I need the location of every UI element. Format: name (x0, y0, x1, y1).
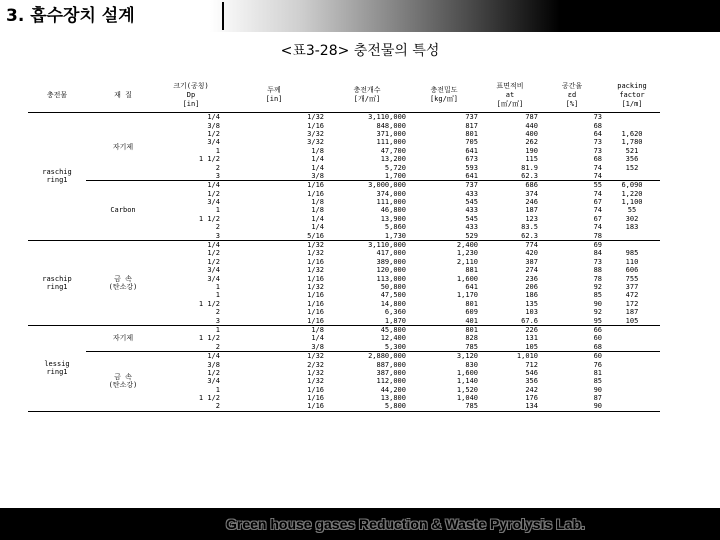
col-density-cell: 737 (465, 181, 478, 190)
col-void-fraction-cell: 73 (593, 113, 602, 122)
col-nominal-size-cell: 1/2 (207, 368, 220, 377)
col-void-fraction-cell: 67 (593, 198, 602, 207)
col-density-cell: 593 (465, 163, 478, 172)
col-packing-factor-cell (604, 334, 660, 342)
col-thickness-cell: 1/32 (307, 266, 324, 275)
col-specific-area-cell: 134 (480, 402, 540, 411)
col-nominal-size-cell: 1/4 (207, 181, 220, 190)
col-nominal-size-cell: 1 (215, 291, 220, 300)
col-specific-area-cell: 62.3 (480, 231, 540, 240)
col-packing-factor-cell: 302 (625, 214, 639, 223)
col-packing-factor-cell: 1,780 (621, 138, 643, 147)
col-packing-factor-cell: 6,090 (621, 181, 643, 190)
col-thickness-cell: 1/4 (311, 155, 324, 164)
col-count-cell: 46,800 (380, 206, 406, 215)
col-specific-area-cell: 190 (525, 146, 538, 155)
col-count-header: 충전개수 [개/㎥] (326, 78, 408, 113)
col-packing-factor-cell (604, 240, 660, 249)
col-nominal-size-cell: 1 (215, 146, 220, 155)
col-packing-factor-cell: 1,100 (621, 198, 643, 207)
col-density-cell: 1,170 (456, 291, 478, 300)
col-packing-factor-cell: 377 (625, 283, 639, 291)
col-specific-area-cell: 123 (525, 214, 538, 223)
col-thickness-cell: 1/8 (311, 325, 324, 334)
col-packing-factor-cell (604, 172, 660, 181)
col-nominal-size-cell: 1 (215, 283, 220, 291)
col-density-cell: 641 (408, 172, 480, 181)
col-void-fraction-cell: 74 (593, 206, 602, 215)
table-header (28, 78, 660, 113)
col-count-cell: 112,000 (376, 377, 406, 386)
col-count-cell: 6,360 (384, 308, 406, 317)
col-packing-factor-cell: 1,220 (621, 189, 643, 198)
col-count-cell: 5,860 (384, 223, 406, 232)
col-packing-factor-header: packing factor [1/m] (604, 78, 660, 113)
col-density-cell: 785 (408, 343, 480, 352)
col-thickness-cell: 1/4 (311, 334, 324, 343)
col-void-fraction-cell: 92 (593, 283, 602, 291)
col-specific-area-cell: 187 (525, 206, 538, 215)
col-nominal-size-cell: 1/2 (207, 257, 220, 266)
col-specific-area-cell: 712 (525, 360, 538, 369)
col-nominal-size-cell: 2 (215, 308, 220, 317)
col-packing-factor-cell: 606 (625, 266, 639, 275)
col-packing-factor-cell (604, 402, 660, 411)
col-density-cell: 801 (465, 299, 478, 308)
col-thickness-cell: 1/8 (311, 206, 324, 215)
col-packing-factor-cell (604, 377, 660, 385)
col-specific-area-cell: 774 (525, 241, 538, 250)
col-nominal-size-cell: 1/2 (207, 129, 220, 138)
col-count-cell: 111,000 (376, 198, 406, 207)
col-thickness-cell: 1/4 (311, 214, 324, 223)
col-thickness-cell: 1/8 (311, 146, 324, 155)
col-density-cell: 1,600 (456, 368, 478, 377)
col-nominal-size-cell: 3/4 (207, 198, 220, 207)
col-density-cell: 2,110 (456, 257, 478, 266)
col-specific-area-cell: 787 (525, 113, 538, 122)
footer-bar (0, 508, 720, 540)
col-nominal-size-cell: 2 (160, 402, 222, 411)
col-thickness-header: 두께 [in] (222, 78, 326, 113)
col-nominal-size-cell: 3/4 (207, 377, 220, 386)
col-packing-factor-cell: 55 (627, 206, 637, 215)
col-nominal-size-cell: 2 (215, 163, 220, 172)
col-specific-area-cell: 67.6 (480, 316, 540, 325)
material-name-cell: 자기제 (86, 325, 160, 351)
col-specific-area-cell: 176 (525, 394, 538, 403)
col-density-cell: 641 (465, 146, 478, 155)
col-density-header: 충전밀도 [kg/㎥] (408, 78, 480, 113)
col-specific-area-cell: 242 (525, 385, 538, 394)
col-count-cell: 3,110,000 (368, 241, 406, 250)
col-packing-factor-cell (604, 394, 660, 402)
col-void-fraction-cell: 92 (593, 308, 602, 317)
packing-properties-table (28, 78, 660, 412)
col-void-fraction-cell: 95 (540, 316, 604, 325)
col-void-fraction-cell: 68 (593, 121, 602, 130)
col-nominal-size-cell: 3 (160, 172, 222, 181)
col-material-header: 재 질 (86, 78, 160, 113)
col-count-cell: 887,000 (376, 360, 406, 369)
col-void-fraction-cell: 90 (593, 299, 602, 308)
col-thickness-cell: 1/32 (307, 377, 324, 386)
col-specific-area-cell: 1,010 (516, 352, 538, 361)
col-count-cell: 13,900 (380, 214, 406, 223)
col-count-cell: 113,000 (376, 274, 406, 283)
col-thickness-cell: 1/16 (307, 385, 324, 394)
col-specific-area-cell: 440 (525, 121, 538, 130)
col-nominal-size-cell: 1/2 (207, 189, 220, 198)
col-density-cell: 1,520 (456, 385, 478, 394)
col-void-fraction-cell: 85 (593, 377, 602, 386)
col-thickness-cell: 1/16 (307, 189, 324, 198)
packing-name-cell: raschig ring1 (28, 113, 86, 241)
col-nominal-size-cell: 1 1/2 (198, 334, 220, 343)
col-void-fraction-cell: 78 (540, 231, 604, 240)
col-packing-factor-cell (604, 113, 660, 122)
col-packing-factor-cell (604, 386, 660, 394)
col-density-cell: 1,140 (456, 377, 478, 386)
header-divider (222, 2, 224, 30)
col-count-cell: 417,000 (376, 249, 406, 258)
table-row (28, 325, 660, 334)
col-thickness-cell: 1/16 (307, 257, 324, 266)
table-body (28, 113, 660, 412)
col-void-fraction-cell: 90 (593, 385, 602, 394)
col-specific-area-cell: 226 (525, 325, 538, 334)
col-nominal-size-cell: 3/4 (207, 274, 220, 283)
col-density-cell: 609 (465, 308, 478, 317)
table-title: <표3-28> 충전물의 특성 (280, 43, 440, 59)
col-thickness-cell: 1/32 (307, 249, 324, 258)
col-packing-factor-cell: 356 (625, 155, 639, 164)
col-density-cell: 881 (465, 266, 478, 275)
col-specific-area-cell: 103 (525, 308, 538, 317)
col-specific-area-cell: 262 (525, 138, 538, 147)
col-thickness-cell: 1/32 (307, 352, 324, 361)
col-density-cell: 641 (465, 283, 478, 291)
col-packing-factor-cell (604, 369, 660, 377)
col-density-cell: 433 (465, 223, 478, 232)
col-density-cell: 828 (465, 334, 478, 343)
col-void-fraction-cell: 67 (593, 214, 602, 223)
col-count-cell: 1,870 (326, 316, 408, 325)
col-packing-factor-cell (604, 351, 660, 360)
col-nominal-size-cell: 1 1/2 (198, 299, 220, 308)
col-void-fraction-cell: 68 (593, 155, 602, 164)
col-specific-area-cell: 374 (525, 189, 538, 198)
footer-lab-name: Green house gases Reduction & Waste Pyrolysis Lab. (226, 516, 585, 532)
col-packing-factor-cell: 472 (625, 291, 639, 300)
col-void-fraction-cell: 78 (593, 274, 602, 283)
col-void-fraction-cell: 55 (593, 181, 602, 190)
col-density-cell: 830 (465, 360, 478, 369)
table-row (28, 240, 660, 249)
col-density-cell: 433 (465, 206, 478, 215)
col-thickness-cell: 1/8 (311, 198, 324, 207)
col-void-fraction-cell: 73 (593, 138, 602, 147)
col-count-cell: 12,400 (380, 334, 406, 343)
col-void-fraction-cell: 73 (593, 146, 602, 155)
col-thickness-cell: 1/32 (307, 368, 324, 377)
col-specific-area-cell: 135 (525, 299, 538, 308)
col-void-fraction-cell: 60 (593, 334, 602, 343)
col-nominal-size-cell: 3/4 (207, 266, 220, 275)
col-specific-area-cell: 686 (525, 181, 538, 190)
col-void-fraction-cell: 76 (593, 360, 602, 369)
col-count-cell: 45,800 (380, 325, 406, 334)
col-density-cell: 1,230 (456, 249, 478, 258)
col-specific-area-cell: 546 (525, 368, 538, 377)
col-count-cell: 5,720 (384, 163, 406, 172)
col-thickness-cell: 2/32 (307, 360, 324, 369)
col-void-fraction-cell: 73 (593, 257, 602, 266)
col-thickness-cell: 1/32 (307, 113, 324, 122)
col-specific-area-cell: 274 (525, 266, 538, 275)
col-packing-factor-cell (604, 231, 660, 240)
col-thickness-cell: 1/4 (311, 223, 324, 232)
col-specific-area-cell: 62.3 (480, 172, 540, 181)
col-packing-factor-cell: 152 (625, 163, 639, 172)
material-name-cell: 금 속 (탄소강) (86, 240, 160, 325)
col-packing-factor-cell: 1,620 (621, 129, 643, 138)
col-nominal-size-cell: 1/4 (207, 352, 220, 361)
col-thickness-cell: 1/16 (307, 308, 324, 317)
col-nominal-size-cell: 1 (215, 325, 220, 334)
col-void-fraction-cell: 87 (593, 394, 602, 403)
col-packing-factor-cell: 172 (625, 299, 639, 308)
col-packing-factor-cell (604, 360, 660, 368)
col-specific-area-cell: 83.5 (521, 223, 538, 232)
col-nominal-size-cell: 1 (215, 385, 220, 394)
col-void-fraction-cell: 88 (593, 266, 602, 275)
col-specific-area-cell: 131 (525, 334, 538, 343)
col-density-cell: 529 (408, 231, 480, 240)
col-void-fraction-cell: 74 (540, 172, 604, 181)
col-count-cell: 5,300 (326, 343, 408, 352)
col-density-cell: 545 (465, 214, 478, 223)
material-name-cell: 자기제 (86, 113, 160, 181)
packing-name-cell: lessig ring1 (28, 325, 86, 411)
col-specific-area-cell: 115 (525, 155, 538, 164)
col-count-cell: 44,200 (380, 385, 406, 394)
material-name-cell: 금 속 (탄소강) (86, 351, 160, 411)
col-specific-area-cell: 186 (525, 291, 538, 300)
col-specific-area-header: 표면적비 at [㎡/㎥] (480, 78, 540, 113)
col-density-cell: 801 (465, 325, 478, 334)
col-void-fraction-cell: 64 (593, 129, 602, 138)
col-thickness-cell: 1/16 (307, 121, 324, 130)
col-density-cell: 3,120 (456, 352, 478, 361)
col-void-fraction-cell: 81 (593, 368, 602, 377)
col-nominal-size-header: 크기(공칭) Dp [in] (160, 78, 222, 113)
col-count-cell: 120,000 (376, 266, 406, 275)
col-packing-header: 충전물 (28, 78, 86, 113)
col-specific-area-cell: 105 (480, 343, 540, 352)
col-nominal-size-cell: 1 (215, 206, 220, 215)
col-thickness-cell: 1/16 (222, 316, 326, 325)
col-nominal-size-cell: 3/4 (207, 138, 220, 147)
col-packing-factor-cell (604, 325, 660, 334)
col-density-cell: 1,040 (456, 394, 478, 403)
col-specific-area-cell: 236 (525, 274, 538, 283)
col-count-cell: 47,500 (380, 291, 406, 300)
col-count-cell: 5,800 (326, 402, 408, 411)
col-nominal-size-cell: 1 1/2 (198, 214, 220, 223)
col-count-cell: 374,000 (376, 189, 406, 198)
col-packing-factor-cell: 755 (625, 274, 639, 283)
col-density-cell: 785 (408, 402, 480, 411)
col-thickness-cell: 3/8 (222, 343, 326, 352)
col-nominal-size-cell: 2 (160, 343, 222, 352)
col-nominal-size-cell: 3 (160, 316, 222, 325)
col-nominal-size-cell: 2 (215, 223, 220, 232)
col-thickness-cell: 1/32 (307, 283, 324, 291)
col-thickness-cell: 3/32 (307, 129, 324, 138)
col-specific-area-cell: 387 (525, 257, 538, 266)
col-nominal-size-cell: 3 (160, 231, 222, 240)
col-void-fraction-cell: 66 (593, 325, 602, 334)
col-density-cell: 433 (465, 189, 478, 198)
col-thickness-cell: 1/4 (311, 163, 324, 172)
col-nominal-size-cell: 1/4 (207, 241, 220, 250)
col-density-cell: 737 (465, 113, 478, 122)
col-thickness-cell: 1/16 (307, 291, 324, 300)
col-nominal-size-cell: 1/4 (207, 113, 220, 122)
col-thickness-cell: 1/16 (307, 299, 324, 308)
col-density-cell: 401 (408, 316, 480, 325)
col-packing-factor-cell: 183 (625, 223, 639, 232)
col-thickness-cell: 1/16 (307, 394, 324, 403)
col-count-cell: 3,000,000 (368, 181, 406, 190)
col-count-cell: 3,110,000 (368, 113, 406, 122)
col-specific-area-cell: 246 (525, 198, 538, 207)
col-void-fraction-cell: 74 (593, 189, 602, 198)
col-void-fraction-cell: 68 (540, 343, 604, 352)
col-count-cell: 14,800 (380, 299, 406, 308)
col-void-fraction-cell: 74 (593, 163, 602, 172)
col-packing-factor-cell: 187 (625, 308, 639, 317)
col-count-cell: 387,000 (376, 368, 406, 377)
col-nominal-size-cell: 1/2 (207, 249, 220, 258)
col-void-fraction-cell: 84 (593, 249, 602, 258)
col-void-fraction-header: 공간율 εd [%] (540, 78, 604, 113)
col-count-cell: 13,200 (380, 155, 406, 164)
col-count-cell: 1,730 (326, 231, 408, 240)
col-thickness-cell: 1/16 (307, 181, 324, 190)
col-thickness-cell: 1/16 (222, 402, 326, 411)
col-void-fraction-cell: 85 (593, 291, 602, 300)
col-void-fraction-cell: 69 (593, 241, 602, 250)
col-density-cell: 2,400 (456, 241, 478, 250)
col-specific-area-cell: 400 (525, 129, 538, 138)
col-count-cell: 47,700 (380, 146, 406, 155)
col-thickness-cell: 1/32 (307, 241, 324, 250)
col-specific-area-cell: 356 (525, 377, 538, 386)
col-count-cell: 389,000 (376, 257, 406, 266)
col-void-fraction-cell: 90 (540, 402, 604, 411)
table-row (28, 181, 660, 190)
table-row (28, 351, 660, 360)
col-void-fraction-cell: 60 (593, 352, 602, 361)
col-count-cell: 848,000 (376, 121, 406, 130)
col-count-cell: 2,880,000 (368, 352, 406, 361)
col-packing-factor-cell: 110 (625, 257, 639, 266)
col-thickness-cell: 5/16 (222, 231, 326, 240)
col-specific-area-cell: 206 (525, 283, 538, 291)
packing-name-cell: raschip ring1 (28, 240, 86, 325)
col-density-cell: 817 (465, 121, 478, 130)
col-packing-factor-cell: 521 (625, 146, 639, 155)
col-nominal-size-cell: 3/8 (207, 360, 220, 369)
col-density-cell: 1,600 (456, 274, 478, 283)
col-count-cell: 371,000 (376, 129, 406, 138)
col-count-cell: 13,800 (380, 394, 406, 403)
col-packing-factor-cell (604, 121, 660, 129)
col-count-cell: 50,800 (380, 283, 406, 291)
col-nominal-size-cell: 1 1/2 (198, 394, 220, 403)
col-density-cell: 545 (465, 198, 478, 207)
col-thickness-cell: 1/16 (307, 274, 324, 283)
col-specific-area-cell: 420 (525, 249, 538, 258)
col-count-cell: 111,000 (376, 138, 406, 147)
col-thickness-cell: 3/32 (307, 138, 324, 147)
col-packing-factor-cell: 985 (625, 249, 639, 258)
col-density-cell: 801 (465, 129, 478, 138)
table-row (28, 113, 660, 122)
col-specific-area-cell: 81.9 (521, 163, 538, 172)
col-density-cell: 673 (465, 155, 478, 164)
col-count-cell: 1,700 (326, 172, 408, 181)
col-packing-factor-cell (604, 343, 660, 352)
col-packing-factor-cell: 105 (604, 316, 660, 325)
col-void-fraction-cell: 74 (593, 223, 602, 232)
section-title: 3. 흡수장치 설계 (6, 6, 135, 26)
col-thickness-cell: 3/8 (222, 172, 326, 181)
col-nominal-size-cell: 3/8 (207, 121, 220, 130)
col-nominal-size-cell: 1 1/2 (198, 155, 220, 164)
col-density-cell: 705 (465, 138, 478, 147)
material-name-cell: Carbon (86, 181, 160, 241)
